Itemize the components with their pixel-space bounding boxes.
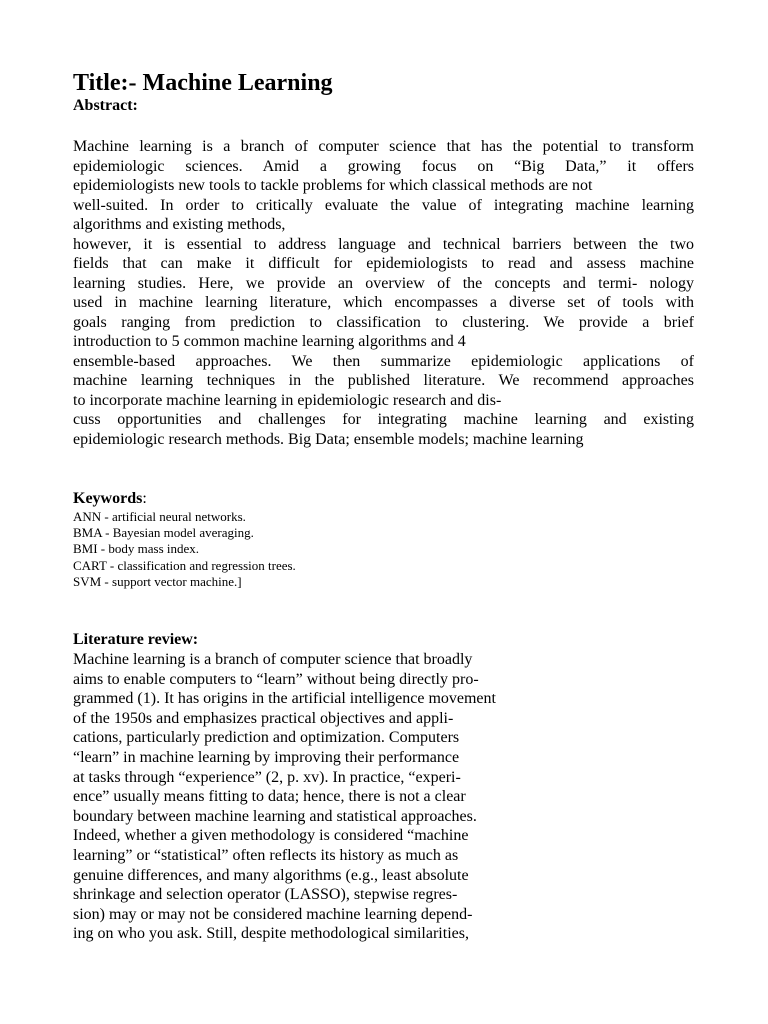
keyword-item: ANN - artificial neural networks. <box>73 509 246 524</box>
literature-line: at tasks through “experience” (2, p. xv). In practice, “experi- <box>73 768 461 786</box>
literature-review-heading: Literature review: <box>73 631 199 648</box>
literature-review-body <box>73 650 553 944</box>
abstract-line: used in machine learning literature, which encompasses a diverse set of tools with <box>73 294 694 311</box>
literature-line: of the 1950s and emphasizes practical objectives and appli- <box>73 709 454 727</box>
abstract-line: epidemiologic sciences. Amid a growing focus on “Big Data,” it offers <box>73 157 694 175</box>
abstract-line: introduction to 5 common machine learning algorithms and 4 <box>73 333 466 350</box>
abstract-line: goals ranging from prediction to classification to clustering. We provide a brief <box>73 313 694 331</box>
abstract-line: learning studies. Here, we provide an overview of the concepts and termi- nology <box>73 274 694 292</box>
literature-line: sion) may or may not be considered machine learning depend- <box>73 905 473 923</box>
abstract-line: ensemble-based approaches. We then summarize epidemiologic applications of <box>73 352 694 370</box>
literature-line: shrinkage and selection operator (LASSO), stepwise regres- <box>73 886 458 904</box>
abstract-line: Machine learning is a branch of computer science that has the potential to transform <box>73 138 694 155</box>
literature-line: “learn” in machine learning by improving their performance <box>73 748 460 766</box>
literature-line: Indeed, whether a given methodology is considered “machine <box>73 827 469 845</box>
document-title: Title:- Machine Learning <box>73 70 333 96</box>
abstract-body <box>73 137 694 449</box>
keywords-label: Keywords <box>73 490 143 507</box>
literature-line: genuine differences, and many algorithms (e.g., least absolute <box>73 866 469 884</box>
keyword-item: SVM - support vector machine.] <box>73 573 242 589</box>
literature-line: grammed (1). It has origins in the artificial intelligence movement <box>73 690 496 708</box>
abstract-line: machine learning techniques in the published literature. We recommend approaches <box>73 372 694 389</box>
abstract-line: epidemiologic research methods. Big Data; ensemble models; machine learning <box>73 430 584 448</box>
abstract-line: well-suited. In order to critically evaluate the value of integrating machine learning <box>73 196 694 214</box>
keyword-item: BMI - body mass index. <box>73 541 200 557</box>
literature-line: learning” or “statistical” often reflects its history as much as <box>73 846 459 864</box>
keyword-item: CART - classification and regression trees. <box>73 557 296 573</box>
keyword-item: BMA - Bayesian model averaging. <box>73 525 254 541</box>
abstract-heading: Abstract: <box>73 97 138 114</box>
abstract-line: cuss opportunities and challenges for integrating machine learning and existing <box>73 411 694 428</box>
keywords-list <box>73 509 296 590</box>
literature-line: cations, particularly prediction and optimization. Computers <box>73 729 460 747</box>
literature-line: ence” usually means fitting to data; hence, there is not a clear <box>73 788 466 806</box>
abstract-line: algorithms and existing methods, <box>73 216 286 233</box>
literature-line: Machine learning is a branch of computer science that broadly <box>73 651 473 668</box>
abstract-line: however, it is essential to address language and technical barriers between the two <box>73 235 694 253</box>
abstract-line: epidemiologists new tools to tackle problems for which classical methods are not <box>73 177 593 194</box>
abstract-line: fields that can make it difficult for epidemiologists to read and assess machine <box>73 255 694 272</box>
literature-line: ing on who you ask. Still, despite methodological similarities, <box>73 925 469 943</box>
keywords-heading <box>73 489 147 509</box>
keywords-colon: : <box>142 490 147 507</box>
literature-line: boundary between machine learning and statistical approaches. <box>73 807 477 825</box>
abstract-line: to incorporate machine learning in epidemiologic research and dis- <box>73 391 502 409</box>
literature-line: aims to enable computers to “learn” without being directly pro- <box>73 670 479 688</box>
